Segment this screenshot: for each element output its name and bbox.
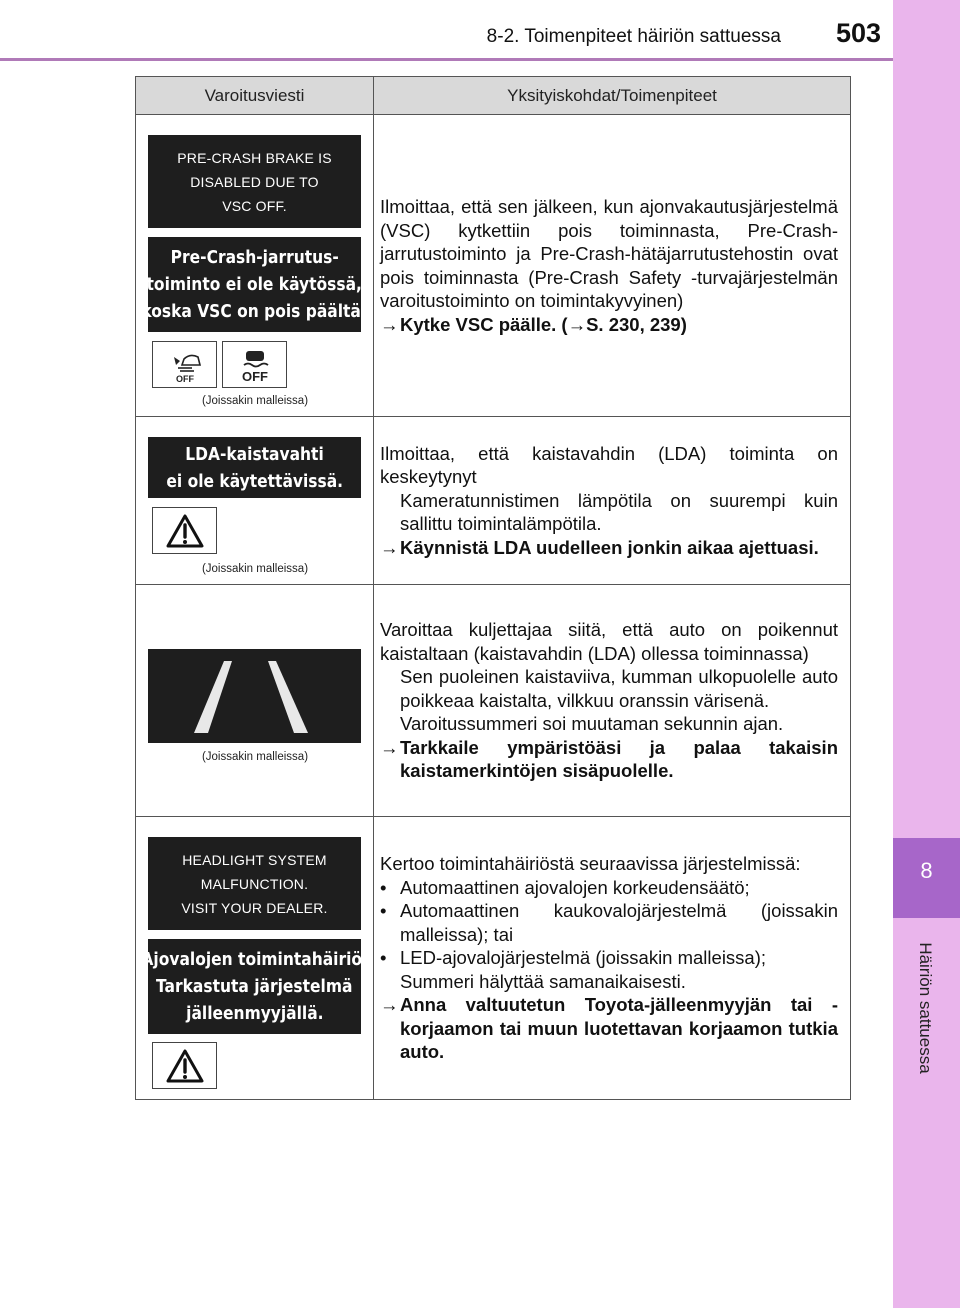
message-line: koska VSC on pois päältä.	[141, 301, 368, 322]
icon-label: OFF	[241, 368, 268, 384]
list-item-text: Automaattinen kaukovalojärjestelmä (joissakin malleissa); tai	[400, 900, 838, 945]
chapter-label-text: Häiriön sattuessa	[916, 941, 935, 1074]
caption: (Joissakin malleissa)	[201, 395, 309, 407]
headlight-message-display	[148, 837, 361, 930]
action-text: Käynnistä LDA uudelleen jonkin aikaa ajettuasi.	[400, 536, 819, 558]
details-cell	[374, 115, 850, 416]
warning-triangle-icon	[152, 1042, 217, 1089]
detail: Varoitussummeri soi muutaman sekunnin ajan.	[400, 713, 784, 735]
bullet: •	[380, 900, 387, 922]
table-row	[136, 817, 850, 1099]
warning-table	[135, 76, 851, 1100]
action-text: Anna valtuutetun Toyota-jälleenmyyjän tai -korjaamon tai muun luotettavan korjaamon tutkia auto.	[400, 994, 838, 1063]
message-line: HEADLIGHT SYSTEM	[182, 851, 327, 868]
section-title: 8-2. Toimenpiteet häiriön sattuessa	[486, 26, 781, 47]
page-number: 503	[835, 18, 881, 48]
action-line	[380, 993, 838, 1064]
detail: Sen puoleinen kaistaviiva, kumman ulkopuolelle auto poikkeaa kaistalta, vilkkuu oranssin värisenä.	[400, 666, 838, 711]
list-item-text: Automaattinen ajovalojen korkeudensäätö;	[400, 876, 750, 898]
right-lane-line	[268, 661, 308, 733]
pre-crash-message-display-fi	[141, 237, 368, 332]
vsc-off-icon	[222, 341, 287, 388]
warning-cell	[136, 817, 374, 1099]
pcs-off-icon	[152, 341, 217, 388]
left-lane-line	[194, 661, 232, 733]
details-cell	[374, 817, 850, 1099]
message-line: Ajovalojen toimintahäiriö.	[141, 949, 368, 970]
chapter-side-tab	[893, 0, 960, 1308]
message-line: Pre-Crash-jarrutus-	[170, 247, 339, 268]
list-item-text: LED-ajovalojärjestelmä (joissakin malleissa);	[400, 947, 767, 969]
message-line: DISABLED DUE TO	[190, 173, 319, 190]
chapter-number: 8	[920, 858, 933, 883]
warning-cell	[136, 417, 374, 584]
description: Ilmoittaa, että kaistavahdin (LDA) toiminta on keskeytynyt	[380, 442, 838, 488]
message-line: ei ole käytettävissä.	[166, 470, 343, 492]
message-line: PRE-CRASH BRAKE IS	[177, 149, 332, 166]
message-line: LDA-kaistavahti	[185, 443, 324, 465]
lane-departure-display	[148, 649, 361, 743]
header-details-actions: Yksityiskohdat/Toimenpiteet	[507, 85, 717, 105]
detail: Summeri hälyttää samanaikaisesti.	[400, 970, 686, 992]
pre-crash-message-display	[148, 135, 361, 228]
message-line: VISIT YOUR DEALER.	[181, 899, 328, 916]
message-line: Tarkastuta järjestelmä	[156, 976, 353, 997]
icon-label: OFF	[175, 373, 194, 384]
details-cell	[374, 585, 850, 816]
list-item	[380, 899, 838, 946]
warning-triangle-icon	[152, 507, 217, 554]
header-warning-message: Varoitusviesti	[136, 77, 374, 114]
caption: (Joissakin malleissa)	[201, 751, 309, 763]
bullet: •	[380, 876, 387, 898]
description: Kertoo toimintahäiriöstä seuraavissa järjestelmissä:	[380, 853, 801, 875]
arrow: →	[380, 736, 399, 758]
action-line	[380, 313, 838, 337]
details-cell	[374, 417, 850, 584]
list-item	[380, 876, 838, 900]
detail: Kameratunnistimen lämpötila on suurempi kuin sallittu toimintalämpötila.	[400, 489, 838, 535]
action-line	[380, 736, 838, 783]
warning-cell	[136, 115, 374, 416]
header-divider	[0, 58, 893, 61]
table-row	[136, 417, 850, 585]
page-header	[0, 0, 893, 62]
action-line	[380, 536, 838, 560]
arrow: →	[380, 994, 399, 1016]
message-line: toiminto ei ole käytössä,	[146, 274, 363, 295]
headlight-message-display-fi	[141, 939, 368, 1034]
bullet: •	[380, 947, 387, 969]
warning-cell	[136, 585, 374, 816]
table-row	[136, 115, 850, 417]
description: Ilmoittaa, että sen jälkeen, kun ajonvakautusjärjestelmä (VSC) kytkettiin pois toiminnasta, Pre-Crash-jarrutustoiminto ja Pre-Crash-hätäjarrutustehostin ovat pois toiminnasta (Pre-Crash Safety -turvajärjestelmän varoitustoiminto on toimintakyvyinen)	[380, 196, 838, 311]
message-line: MALFUNCTION.	[200, 875, 309, 892]
arrow: →	[380, 536, 399, 558]
chapter-label	[905, 925, 945, 1090]
message-line: VSC OFF.	[222, 197, 287, 214]
lda-message-display	[148, 437, 361, 498]
caption: (Joissakin malleissa)	[201, 563, 309, 575]
message-line: jälleenmyyjällä.	[185, 1003, 324, 1024]
action-text: Kytke VSC päälle. (→S. 230, 239)	[400, 313, 687, 335]
table-row	[136, 585, 850, 817]
table-header	[136, 77, 850, 115]
description: Varoittaa kuljettajaa siitä, että auto on poikennut kaistaltaan (kaistavahdin (LDA) ollessa toiminnassa)	[380, 619, 838, 664]
list-item	[380, 946, 838, 970]
action-text: Tarkkaile ympäristöäsi ja palaa takaisin kaistamerkintöjen sisäpuolelle.	[400, 736, 838, 782]
arrow: →	[380, 313, 399, 335]
